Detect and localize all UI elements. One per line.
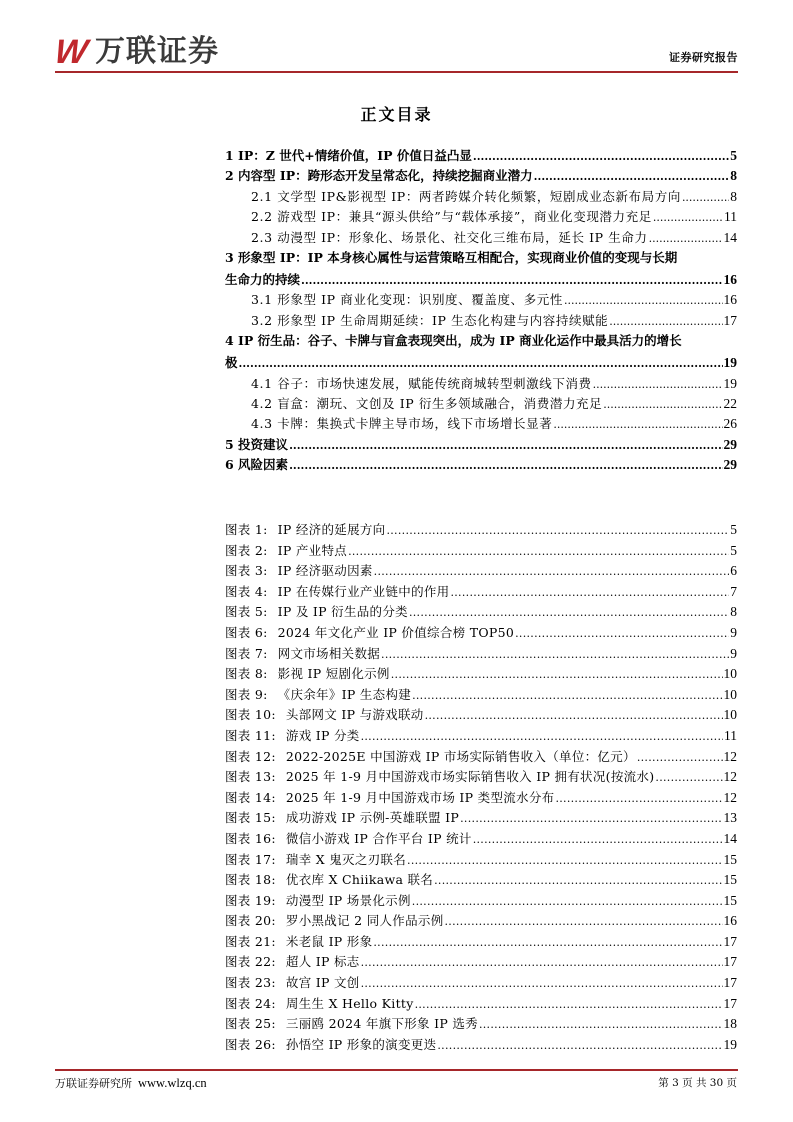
page-number: 第 3 页 共 30 页	[658, 1077, 737, 1089]
toc-entry-label: 4 IP 衍生品：谷子、卡牌与盲盒表现突出，成为 IP 商业化运作中最具活力的增长	[225, 333, 682, 349]
figure-entry[interactable]	[225, 1014, 737, 1035]
toc-entry[interactable]	[225, 311, 737, 331]
toc-entry[interactable]	[225, 166, 737, 186]
footer-url[interactable]: www.wlzq.cn	[138, 1076, 207, 1090]
figure-caption: 成功游戏 IP 示例-英雄联盟 IP	[285, 810, 460, 826]
toc-entry-label: 4.3 卡牌：集换式卡牌主导市场，线下市场增长显著	[251, 416, 553, 432]
leader-dots	[412, 893, 723, 908]
toc-entry-label: 2.2 游戏型 IP：兼具“源头供给”与“载体承接”，商业化变现潜力充足	[251, 209, 652, 225]
leader-dots	[409, 604, 729, 619]
figure-caption: IP 在传媒行业产业链中的作用	[277, 583, 450, 599]
toc-entry-page: 8	[730, 168, 737, 184]
leader-dots	[412, 687, 722, 702]
figure-page: 7	[730, 583, 737, 599]
leader-dots	[655, 769, 722, 784]
figure-entry[interactable]	[225, 602, 737, 623]
leader-dots	[391, 666, 723, 681]
toc-entry-label: 5 投资建议	[225, 436, 289, 452]
toc-entry[interactable]	[225, 290, 737, 310]
footer-org-name: 万联证券研究所	[55, 1077, 132, 1090]
figure-number: 图表 14:	[225, 789, 276, 805]
document-type: 证券研究报告	[669, 51, 738, 64]
toc-entry[interactable]	[225, 374, 737, 394]
figure-number: 图表 12:	[225, 748, 276, 764]
toc-entry[interactable]	[225, 187, 737, 207]
figure-caption: 影视 IP 短剧化示例	[277, 666, 390, 682]
figure-number: 图表 19:	[225, 892, 276, 908]
figure-entry[interactable]	[225, 726, 737, 747]
toc-entry-label: 4.1 谷子：市场快速发展，赋能传统商城转型刺激线下消费	[251, 375, 592, 391]
figure-entry[interactable]	[225, 932, 737, 953]
figure-page: 5	[730, 522, 737, 537]
toc-entry-page: 19	[723, 375, 737, 391]
figure-entry[interactable]	[225, 582, 737, 603]
toc-entry[interactable]	[225, 394, 737, 414]
figure-page: 8	[730, 604, 737, 620]
leader-dots	[425, 707, 723, 722]
figure-caption: 2025 年 1-9 月中国游戏市场实际销售收入 IP 拥有状况(按流水)	[285, 769, 655, 785]
figure-list	[225, 520, 737, 1055]
figure-caption: IP 经济驱动因素	[277, 563, 373, 579]
toc-entry-page: 16	[723, 271, 737, 287]
figure-caption: 周生生 X Hello Kitty	[285, 995, 414, 1011]
toc-entry-page: 8	[730, 188, 737, 204]
figure-page: 17	[723, 975, 737, 991]
toc-entry-label: 极	[225, 355, 238, 371]
figure-page: 12	[723, 789, 737, 805]
figure-caption: 网文市场相关数据	[277, 645, 381, 661]
figure-caption: 微信小游戏 IP 合作平台 IP 统计	[285, 830, 472, 846]
figure-entry[interactable]	[225, 664, 737, 685]
figure-page: 12	[723, 748, 737, 764]
logo-w-icon: W	[52, 33, 84, 71]
figure-page: 9	[730, 645, 737, 661]
header-divider	[55, 71, 738, 73]
figure-number: 图表 4:	[225, 583, 268, 599]
figure-page: 15	[723, 872, 737, 888]
leader-dots	[289, 437, 722, 452]
leader-dots	[473, 831, 723, 846]
leader-dots	[361, 975, 723, 990]
figure-number: 图表 5:	[225, 604, 268, 620]
leader-dots	[460, 810, 722, 825]
figure-caption: 2024 年文化产业 IP 价值综合榜 TOP50	[277, 624, 515, 640]
figure-caption: 米老鼠 IP 形象	[285, 933, 373, 949]
toc-entry-page: 16	[723, 292, 737, 308]
toc-entry-page: 5	[730, 148, 737, 163]
toc-entry[interactable]	[225, 414, 737, 434]
figure-number: 图表 1:	[225, 522, 268, 537]
figure-page: 17	[723, 954, 737, 970]
leader-dots	[445, 913, 723, 928]
toc-entry-line1[interactable]	[225, 248, 737, 270]
toc-entry[interactable]	[225, 270, 737, 290]
figure-page: 18	[723, 1016, 737, 1032]
toc-entry-page: 29	[723, 457, 737, 473]
leader-dots	[637, 749, 723, 764]
figure-entry[interactable]	[225, 994, 737, 1015]
figure-entry[interactable]	[225, 767, 737, 788]
figure-number: 图表 6:	[225, 624, 268, 640]
figure-entry[interactable]	[225, 952, 737, 973]
footer-org	[55, 1075, 207, 1091]
figure-page: 10	[723, 666, 737, 682]
leader-dots	[682, 189, 729, 204]
leader-dots	[649, 230, 723, 245]
figure-page: 19	[723, 1036, 737, 1052]
leader-dots	[450, 584, 729, 599]
figure-page: 17	[723, 933, 737, 949]
figure-caption: 《庆余年》IP 生态构建	[277, 686, 412, 702]
figure-number: 图表 8:	[225, 666, 268, 682]
figure-number: 图表 15:	[225, 810, 276, 826]
figure-number: 图表 10:	[225, 707, 276, 723]
figure-number: 图表 9:	[225, 686, 268, 702]
figure-caption: 三丽鸥 2024 年旗下形象 IP 选秀	[285, 1016, 478, 1032]
figure-entry[interactable]	[225, 870, 737, 891]
figure-number: 图表 13:	[225, 769, 276, 785]
figure-caption: 动漫型 IP 场景化示例	[285, 892, 411, 908]
toc-entry-page: 17	[723, 312, 737, 328]
toc-entry[interactable]	[225, 207, 737, 227]
figure-entry[interactable]	[225, 973, 737, 994]
page-header	[52, 28, 738, 72]
toc-entry[interactable]	[225, 353, 737, 373]
figure-page: 17	[723, 995, 737, 1011]
figure-caption: IP 经济的延展方向	[277, 522, 386, 537]
figure-number: 图表 3:	[225, 563, 268, 579]
leader-dots	[373, 934, 722, 949]
figure-entry[interactable]	[225, 685, 737, 706]
table-of-contents	[225, 146, 737, 475]
figure-number: 图表 25:	[225, 1016, 276, 1032]
toc-entry-label: 3 形象型 IP：IP 本身核心属性与运营策略互相配合，实现商业价值的变现与长期	[225, 249, 678, 265]
leader-dots	[437, 1037, 722, 1052]
toc-entry-label: 6 风险因素	[225, 457, 289, 473]
figure-number: 图表 23:	[225, 975, 276, 991]
leader-dots	[386, 522, 729, 537]
figure-entry[interactable]	[225, 788, 737, 809]
toc-entry-label: 4.2 盲盒：潮玩、文创及 IP 衍生多领域融合，消费潜力充足	[251, 395, 603, 411]
leader-dots	[653, 209, 723, 224]
toc-entry[interactable]	[225, 146, 737, 166]
figure-number: 图表 7:	[225, 645, 268, 661]
figure-entry[interactable]	[225, 850, 737, 871]
leader-dots	[289, 457, 722, 472]
figure-caption: 头部网文 IP 与游戏联动	[285, 707, 424, 723]
toc-entry-page: 29	[723, 436, 737, 452]
toc-entry-label: 2.1 文学型 IP&影视型 IP：两者跨媒介转化频繁，短剧成业态新布局方向	[251, 188, 681, 204]
leader-dots	[415, 996, 723, 1011]
leader-dots	[407, 852, 722, 867]
toc-entry-label: 1 IP：Z 世代+情绪价值，IP 价值日益凸显	[225, 148, 472, 163]
toc-entry-label: 2.3 动漫型 IP：形象化、场景化、社交化三维布局，延长 IP 生命力	[251, 229, 648, 245]
leader-dots	[593, 376, 723, 391]
figure-page: 12	[723, 769, 737, 785]
leader-dots	[609, 313, 722, 328]
figure-page: 15	[723, 851, 737, 867]
leader-dots	[479, 1016, 723, 1031]
toc-entry-page: 22	[723, 395, 737, 411]
leader-dots	[534, 168, 730, 183]
leader-dots	[301, 272, 722, 287]
figure-entry[interactable]	[225, 541, 737, 562]
figure-page: 10	[723, 707, 737, 723]
toc-entry-page: 14	[723, 229, 737, 245]
toc-entry[interactable]	[225, 455, 737, 475]
figure-entry[interactable]	[225, 705, 737, 726]
toc-entry-page: 19	[723, 355, 737, 371]
leader-dots	[239, 355, 723, 370]
figure-page: 9	[730, 624, 737, 640]
figure-entry[interactable]	[225, 808, 737, 829]
figure-caption: 故宫 IP 文创	[285, 975, 360, 991]
figure-entry[interactable]	[225, 1035, 737, 1056]
figure-page: 10	[723, 686, 737, 702]
leader-dots	[473, 148, 729, 163]
leader-dots	[374, 563, 730, 578]
toc-entry[interactable]	[225, 228, 737, 248]
figure-page: 15	[723, 892, 737, 908]
figure-entry[interactable]	[225, 644, 737, 665]
figure-entry[interactable]	[225, 623, 737, 644]
page-title: 正文目录	[360, 105, 433, 124]
company-logo	[52, 33, 219, 71]
figure-caption: 瑞幸 X 鬼灭之刃联名	[285, 851, 407, 867]
figure-page: 13	[723, 810, 737, 826]
figure-caption: IP 及 IP 衍生品的分类	[277, 604, 408, 620]
leader-dots	[564, 292, 723, 307]
figure-caption: IP 产业特点	[277, 542, 348, 558]
leader-dots	[348, 543, 729, 558]
figure-number: 图表 21:	[225, 933, 276, 949]
figure-caption: 2022-2025E 中国游戏 IP 市场实际销售收入（单位：亿元）	[285, 748, 636, 764]
figure-caption: 孙悟空 IP 形象的演变更迭	[285, 1036, 437, 1052]
toc-entry-label: 3.1 形象型 IP 商业化变现：识别度、覆盖度、多元性	[251, 292, 563, 308]
toc-entry-line1[interactable]	[225, 331, 737, 353]
figure-number: 图表 22:	[225, 954, 276, 970]
leader-dots	[434, 872, 722, 887]
figure-caption: 优衣库 X Chiikawa 联名	[285, 872, 434, 888]
figure-number: 图表 2:	[225, 542, 268, 558]
toc-entry-label: 2 内容型 IP：跨形态开发呈常态化，持续挖掘商业潜力	[225, 168, 533, 184]
figure-page: 11	[724, 727, 737, 743]
figure-number: 图表 26:	[225, 1036, 276, 1052]
figure-caption: 2025 年 1-9 月中国游戏市场 IP 类型流水分布	[285, 789, 555, 805]
figure-page: 5	[730, 542, 737, 558]
figure-number: 图表 20:	[225, 913, 276, 929]
leader-dots	[553, 416, 722, 431]
leader-dots	[361, 954, 723, 969]
figure-caption: 超人 IP 标志	[285, 954, 360, 970]
figure-number: 图表 11:	[225, 727, 276, 743]
figure-number: 图表 24:	[225, 995, 276, 1011]
figure-entry[interactable]	[225, 561, 737, 582]
figure-entry[interactable]	[225, 520, 737, 541]
leader-dots	[381, 646, 729, 661]
figure-entry[interactable]	[225, 911, 737, 932]
leader-dots	[555, 790, 722, 805]
leader-dots	[603, 396, 722, 411]
figure-caption: 罗小黑战记 2 同人作品示例	[285, 913, 444, 929]
figure-page: 14	[723, 830, 737, 846]
figure-number: 图表 17:	[225, 851, 276, 867]
toc-entry-page: 26	[723, 416, 737, 432]
figure-entry[interactable]	[225, 891, 737, 912]
leader-dots	[361, 728, 723, 743]
figure-page: 6	[730, 563, 737, 579]
logo-company-name: 万联证券	[95, 34, 219, 69]
figure-number: 图表 18:	[225, 872, 276, 888]
toc-entry-label: 生命力的持续	[225, 271, 301, 287]
toc-entry[interactable]	[225, 435, 737, 455]
toc-entry-label: 3.2 形象型 IP 生命周期延续：IP 生态化构建与内容持续赋能	[251, 312, 609, 328]
figure-caption: 游戏 IP 分类	[285, 727, 360, 743]
figure-entry[interactable]	[225, 747, 737, 768]
figure-entry[interactable]	[225, 829, 737, 850]
figure-page: 16	[723, 913, 737, 929]
leader-dots	[515, 625, 729, 640]
figure-number: 图表 16:	[225, 830, 276, 846]
toc-entry-page: 11	[724, 209, 737, 225]
footer-divider	[55, 1069, 738, 1071]
